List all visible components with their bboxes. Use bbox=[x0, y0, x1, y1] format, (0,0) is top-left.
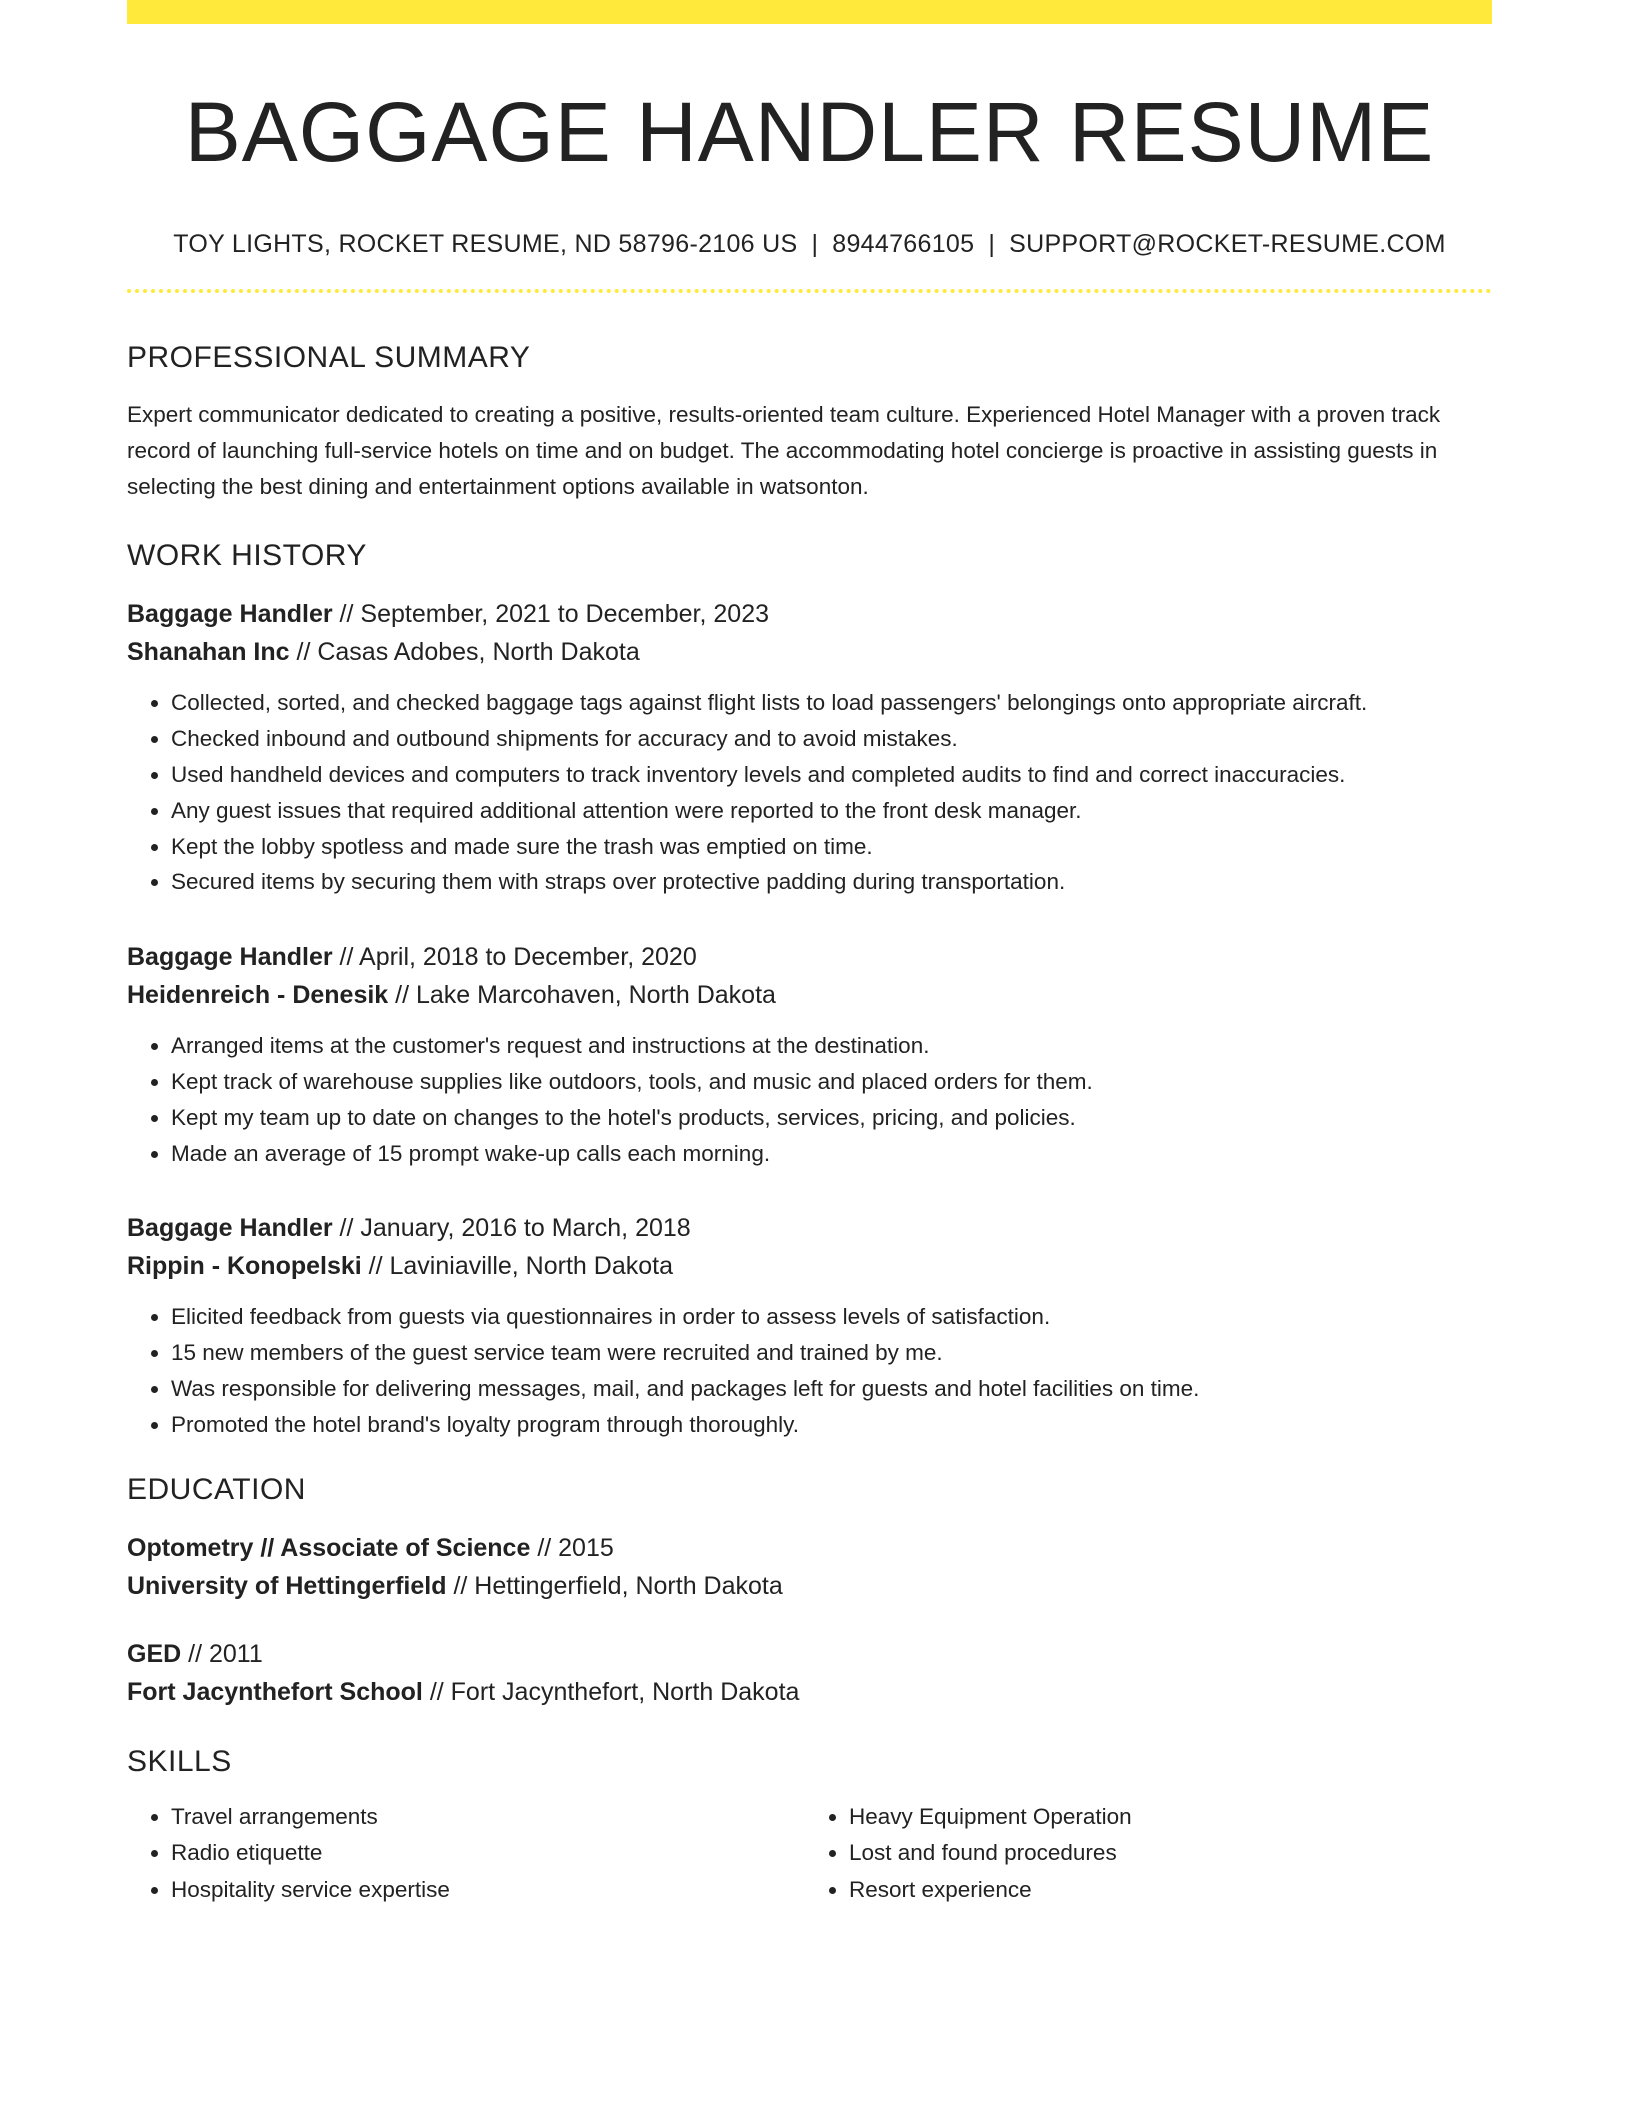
skills-columns bbox=[127, 1799, 1492, 1909]
skill-item: • Heavy Equipment Operation bbox=[849, 1799, 1479, 1836]
job-dates: // April, 2018 to December, 2020 bbox=[332, 943, 697, 972]
job-bullet: • Secured items by securing them with straps over protective padding during transportation. bbox=[171, 864, 1492, 900]
summary-heading: PROFESSIONAL SUMMARY bbox=[127, 341, 531, 375]
education-school: University of Hettingerfield bbox=[127, 1571, 447, 1600]
education-location: // Hettingerfield, North Dakota bbox=[446, 1571, 783, 1600]
job-bullet: • Arranged items at the customer's request and instructions at the destination. bbox=[171, 1028, 1492, 1064]
education-degree-line bbox=[127, 1529, 1492, 1567]
job-bullets bbox=[127, 685, 1492, 900]
education-degree: Optometry // Associate of Science bbox=[127, 1533, 531, 1562]
skill-item: • Travel arrangements bbox=[171, 1799, 801, 1836]
job-bullet: • Promoted the hotel brand's loyalty program through thoroughly. bbox=[171, 1407, 1492, 1443]
skill-item: • Resort experience bbox=[849, 1872, 1479, 1909]
job-bullet: • Collected, sorted, and checked baggage tags against flight lists to load passengers' belongings onto appropriate aircraft. bbox=[171, 685, 1492, 721]
job-title-line bbox=[127, 938, 1492, 976]
skills-list-left bbox=[127, 1799, 801, 1909]
education-entry bbox=[127, 1635, 1492, 1711]
job-bullet: • Kept my team up to date on changes to the hotel's products, services, pricing, and policies. bbox=[171, 1100, 1492, 1136]
job-company: Heidenreich - Denesik bbox=[127, 981, 389, 1010]
job-location: // Laviniaville, North Dakota bbox=[361, 1252, 673, 1281]
job-title: Baggage Handler bbox=[127, 943, 333, 972]
education-year: // 2015 bbox=[530, 1533, 614, 1562]
job-bullet: • Any guest issues that required additional attention were reported to the front desk manager. bbox=[171, 793, 1492, 829]
job-bullet: • Kept track of warehouse supplies like outdoors, tools, and music and placed orders for them. bbox=[171, 1064, 1492, 1100]
job-company-line bbox=[127, 976, 1492, 1014]
job-bullet: • 15 new members of the guest service team were recruited and trained by me. bbox=[171, 1335, 1492, 1371]
resume-title: BAGGAGE HANDLER RESUME bbox=[184, 85, 1435, 179]
contact-email: SUPPORT@ROCKET-RESUME.COM bbox=[1009, 230, 1446, 259]
job-location: // Lake Marcohaven, North Dakota bbox=[388, 981, 776, 1010]
job-bullet: • Kept the lobby spotless and made sure the trash was emptied on time. bbox=[171, 829, 1492, 865]
job-location: // Casas Adobes, North Dakota bbox=[289, 638, 640, 667]
job-bullet: • Used handheld devices and computers to track inventory levels and completed audits to find and correct inaccuracies. bbox=[171, 757, 1492, 793]
education-degree: GED bbox=[127, 1639, 182, 1668]
education-year: // 2011 bbox=[181, 1639, 263, 1668]
summary-text: Expert communicator dedicated to creating a positive, results-oriented team culture. Experienced Hotel Manager with a proven track record of launching full-service hotels on time and on budget. The accommodating hotel concierge is proactive in assisting guests in selecting the best dining and entertainment options available in watsonton. bbox=[127, 402, 1441, 500]
job-bullets bbox=[127, 1028, 1492, 1171]
education-degree-line bbox=[127, 1635, 1492, 1673]
job-company: Shanahan Inc bbox=[127, 638, 290, 667]
work-history-heading: WORK HISTORY bbox=[127, 539, 367, 573]
top-accent-bar bbox=[127, 0, 1492, 24]
job-title: Baggage Handler bbox=[127, 1214, 333, 1243]
job-bullets bbox=[127, 1299, 1492, 1442]
job-bullet: • Made an average of 15 prompt wake-up calls each morning. bbox=[171, 1136, 1492, 1172]
skill-item: • Radio etiquette bbox=[171, 1835, 801, 1872]
job-title: Baggage Handler bbox=[127, 600, 333, 629]
education-heading: EDUCATION bbox=[127, 1472, 306, 1506]
education-school: Fort Jacynthefort School bbox=[127, 1677, 423, 1706]
resume-page bbox=[127, 0, 1492, 1908]
skill-item: • Lost and found procedures bbox=[849, 1835, 1479, 1872]
dotted-divider bbox=[127, 289, 1492, 293]
education-school-line bbox=[127, 1673, 1492, 1711]
job-company-line bbox=[127, 633, 1492, 671]
job-company-line bbox=[127, 1247, 1492, 1285]
job-bullet: • Was responsible for delivering messages, mail, and packages left for guests and hotel facilities on time. bbox=[171, 1371, 1492, 1407]
job-bullet: • Elicited feedback from guests via questionnaires in order to assess levels of satisfaction. bbox=[171, 1299, 1492, 1335]
skills-list-right bbox=[801, 1799, 1479, 1909]
job-title-line bbox=[127, 1209, 1492, 1247]
skills-heading: SKILLS bbox=[127, 1744, 232, 1778]
job-dates: // September, 2021 to December, 2023 bbox=[332, 600, 769, 629]
contact-separator: | bbox=[811, 230, 819, 259]
job-bullet: • Checked inbound and outbound shipments for accuracy and to avoid mistakes. bbox=[171, 721, 1492, 757]
job-entry bbox=[127, 595, 1492, 900]
contact-separator: | bbox=[988, 230, 996, 259]
education-school-line bbox=[127, 1567, 1492, 1605]
education-location: // Fort Jacynthefort, North Dakota bbox=[422, 1677, 800, 1706]
job-company: Rippin - Konopelski bbox=[127, 1252, 362, 1281]
education-entry bbox=[127, 1529, 1492, 1605]
contact-phone: 8944766105 bbox=[832, 230, 975, 259]
contact-address: TOY LIGHTS, ROCKET RESUME, ND 58796-2106 US bbox=[173, 230, 798, 259]
contact-line bbox=[127, 230, 1492, 259]
job-dates: // January, 2016 to March, 2018 bbox=[332, 1214, 691, 1243]
skill-item: • Hospitality service expertise bbox=[171, 1872, 801, 1909]
job-entry bbox=[127, 1209, 1492, 1442]
job-entry bbox=[127, 938, 1492, 1171]
job-title-line bbox=[127, 595, 1492, 633]
